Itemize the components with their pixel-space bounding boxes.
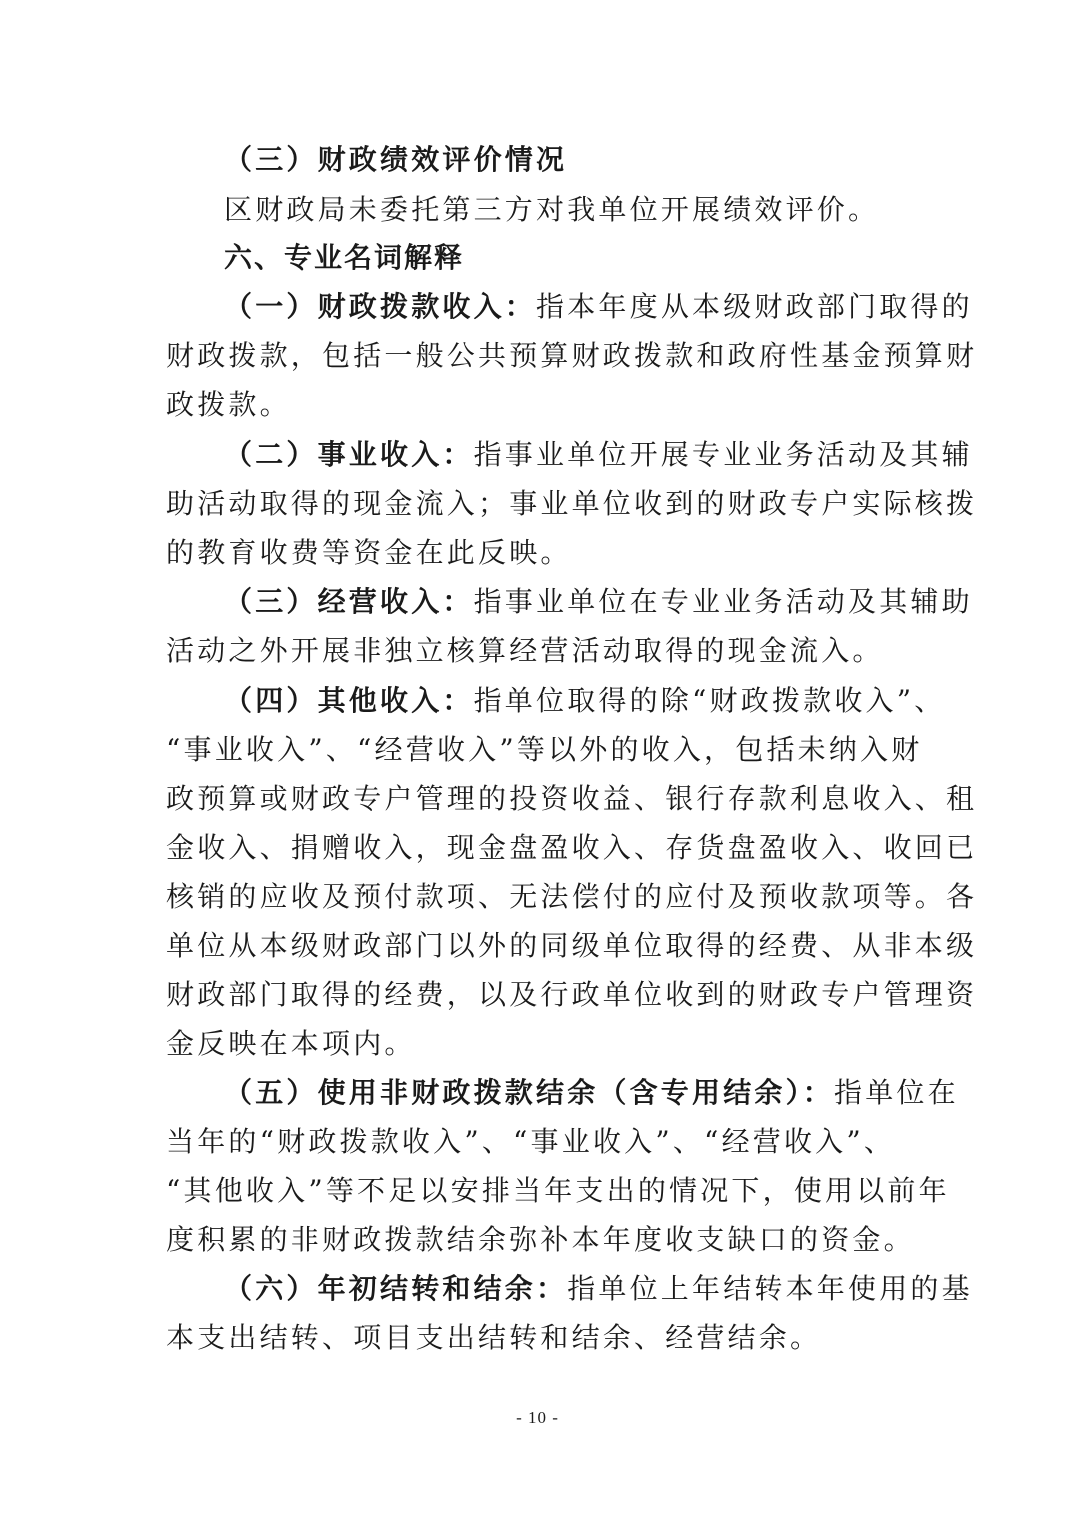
term-4-line-1 bbox=[224, 683, 974, 719]
term-6-line-1 bbox=[224, 1271, 974, 1307]
term-5-text: 指单位在 bbox=[834, 1076, 959, 1109]
section-6-heading: 六、专业名词解释 bbox=[224, 241, 465, 274]
term-2-line-1 bbox=[224, 437, 974, 473]
term-3-title: （三）经营收入： bbox=[224, 585, 474, 618]
term-6-text: 指单位上年结转本年使用的基 bbox=[567, 1272, 973, 1305]
term-4-text: 指单位取得的除“财政拨款收入”、 bbox=[473, 684, 946, 717]
term-5-line-3: “其他收入”等不足以安排当年支出的情况下，使用以前年 bbox=[166, 1174, 950, 1207]
page-number: - 10 - bbox=[516, 1408, 559, 1427]
term-4-line-8: 金反映在本项内。 bbox=[166, 1027, 416, 1060]
term-1-line-3: 政拨款。 bbox=[166, 388, 291, 421]
term-1-line-1 bbox=[224, 289, 974, 325]
section-3-body: 区财政局未委托第三方对我单位开展绩效评价。 bbox=[224, 193, 880, 226]
term-5-line-4: 度积累的非财政拨款结余弥补本年度收支缺口的资金。 bbox=[166, 1223, 915, 1256]
term-6-title: （六）年初结转和结余： bbox=[224, 1272, 568, 1305]
term-5-line-1 bbox=[224, 1075, 974, 1111]
term-2-title: （二）事业收入： bbox=[224, 438, 474, 471]
term-4-line-7: 财政部门取得的经费，以及行政单位收到的财政专户管理资 bbox=[166, 978, 978, 1011]
term-2-line-3: 的教育收费等资金在此反映。 bbox=[166, 536, 572, 569]
term-4-line-4: 金收入、捐赠收入，现金盘盈收入、存货盘盈收入、收回已 bbox=[166, 831, 978, 864]
term-3-line-1 bbox=[224, 584, 974, 620]
term-4-line-2: “事业收入”、“经营收入”等以外的收入，包括未纳入财 bbox=[166, 733, 923, 766]
term-2-line-2: 助活动取得的现金流入；事业单位收到的财政专户实际核拨 bbox=[166, 487, 978, 520]
term-6-line-2: 本支出结转、项目支出结转和结余、经营结余。 bbox=[166, 1321, 822, 1354]
term-2-text: 指事业单位开展专业业务活动及其辅 bbox=[473, 438, 973, 471]
term-5-line-2: 当年的“财政拨款收入”、“事业收入”、“经营收入”、 bbox=[166, 1125, 896, 1158]
term-5-title: （五）使用非财政拨款结余（含专用结余）： bbox=[224, 1076, 835, 1109]
term-1-line-2: 财政拨款，包括一般公共预算财政拨款和政府性基金预算财 bbox=[166, 339, 978, 372]
term-1-title: （一）财政拨款收入： bbox=[224, 290, 537, 323]
term-4-line-3: 政预算或财政专户管理的投资收益、银行存款利息收入、租 bbox=[166, 782, 978, 815]
term-4-line-6: 单位从本级财政部门以外的同级单位取得的经费、从非本级 bbox=[166, 929, 978, 962]
term-3-text: 指事业单位在专业业务活动及其辅助 bbox=[473, 585, 973, 618]
term-4-line-5: 核销的应收及预付款项、无法偿付的应付及预收款项等。各 bbox=[166, 880, 978, 913]
term-4-title: （四）其他收入： bbox=[224, 684, 474, 717]
term-1-text: 指本年度从本级财政部门取得的 bbox=[536, 290, 973, 323]
term-3-line-2: 活动之外开展非独立核算经营活动取得的现金流入。 bbox=[166, 634, 884, 667]
section-3-heading: （三）财政绩效评价情况 bbox=[224, 143, 568, 176]
